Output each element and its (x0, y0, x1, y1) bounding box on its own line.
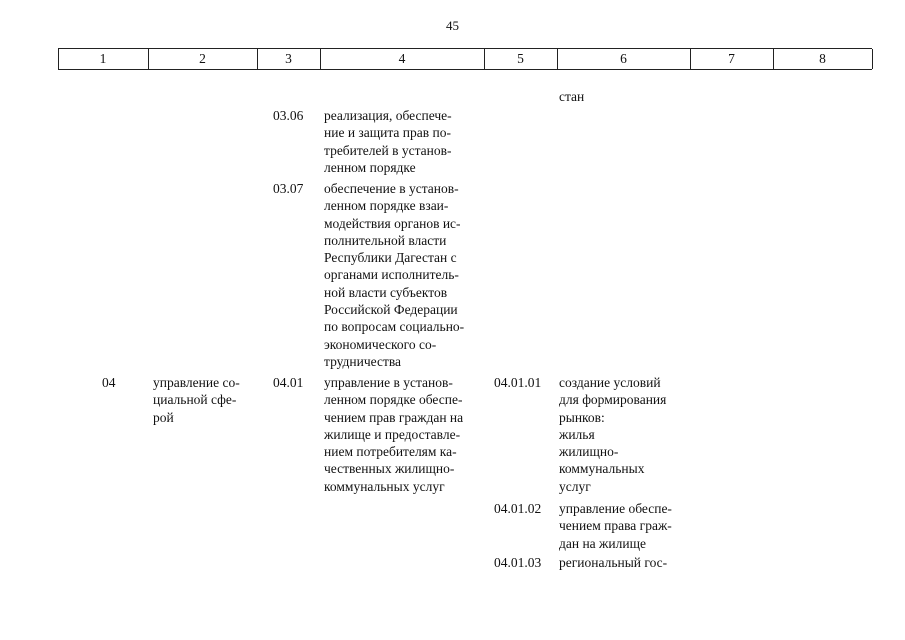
carryover-text-col6: стан (559, 89, 585, 104)
column-divider (872, 49, 873, 69)
column-number-7: 7 (728, 51, 735, 66)
row-text-col4: обеспечение в установ- ленном порядке взаи- модействия органов ис- полнительной власти Республики Дагестан с органами исполнитель- ной власти субъектов Российской Федерации по вопросам социально- экономического со- трудничества (324, 181, 465, 369)
row-code-col3: 03.07 (273, 181, 304, 196)
column-number-2: 2 (199, 51, 206, 66)
subrow-text-col6: управление обеспе- чением права граж- дан на жилище (559, 501, 672, 551)
column-number-8: 8 (819, 51, 826, 66)
row-code-col1: 04 (102, 375, 116, 390)
page-number: 45 (446, 18, 459, 33)
row-code-col3: 04.01 (273, 375, 304, 390)
column-number-4: 4 (398, 51, 406, 66)
subrow-text-col6: создание условий для формирования рынков: жилья жилищно- коммунальных услуг (559, 375, 667, 494)
header-top-rule (58, 48, 872, 49)
column-number-6: 6 (620, 51, 627, 66)
row-text-col4: управление в установ- ленном порядке обеспе- чением прав граждан на жилище и предоставле- нием потребителям ка- чественных жилищно- коммунальных услуг (324, 375, 464, 494)
row-text-col2: управление со- циальной сфе- рой (153, 375, 240, 425)
subrow-code-col5: 04.01.03 (494, 555, 542, 570)
header-bottom-rule (58, 69, 872, 70)
subrow-code-col5: 04.01.01 (494, 375, 542, 390)
column-number-5: 5 (517, 51, 524, 66)
row-code-col3: 03.06 (273, 108, 304, 123)
subrow-code-col5: 04.01.02 (494, 501, 542, 516)
subrow-text-col6: региональный гос- (559, 555, 668, 570)
column-number-3: 3 (285, 51, 292, 66)
row-text-col4: реализация, обеспече- ние и защита прав по- требителей в установ- ленном порядке (324, 108, 452, 175)
column-number-1: 1 (99, 51, 107, 66)
